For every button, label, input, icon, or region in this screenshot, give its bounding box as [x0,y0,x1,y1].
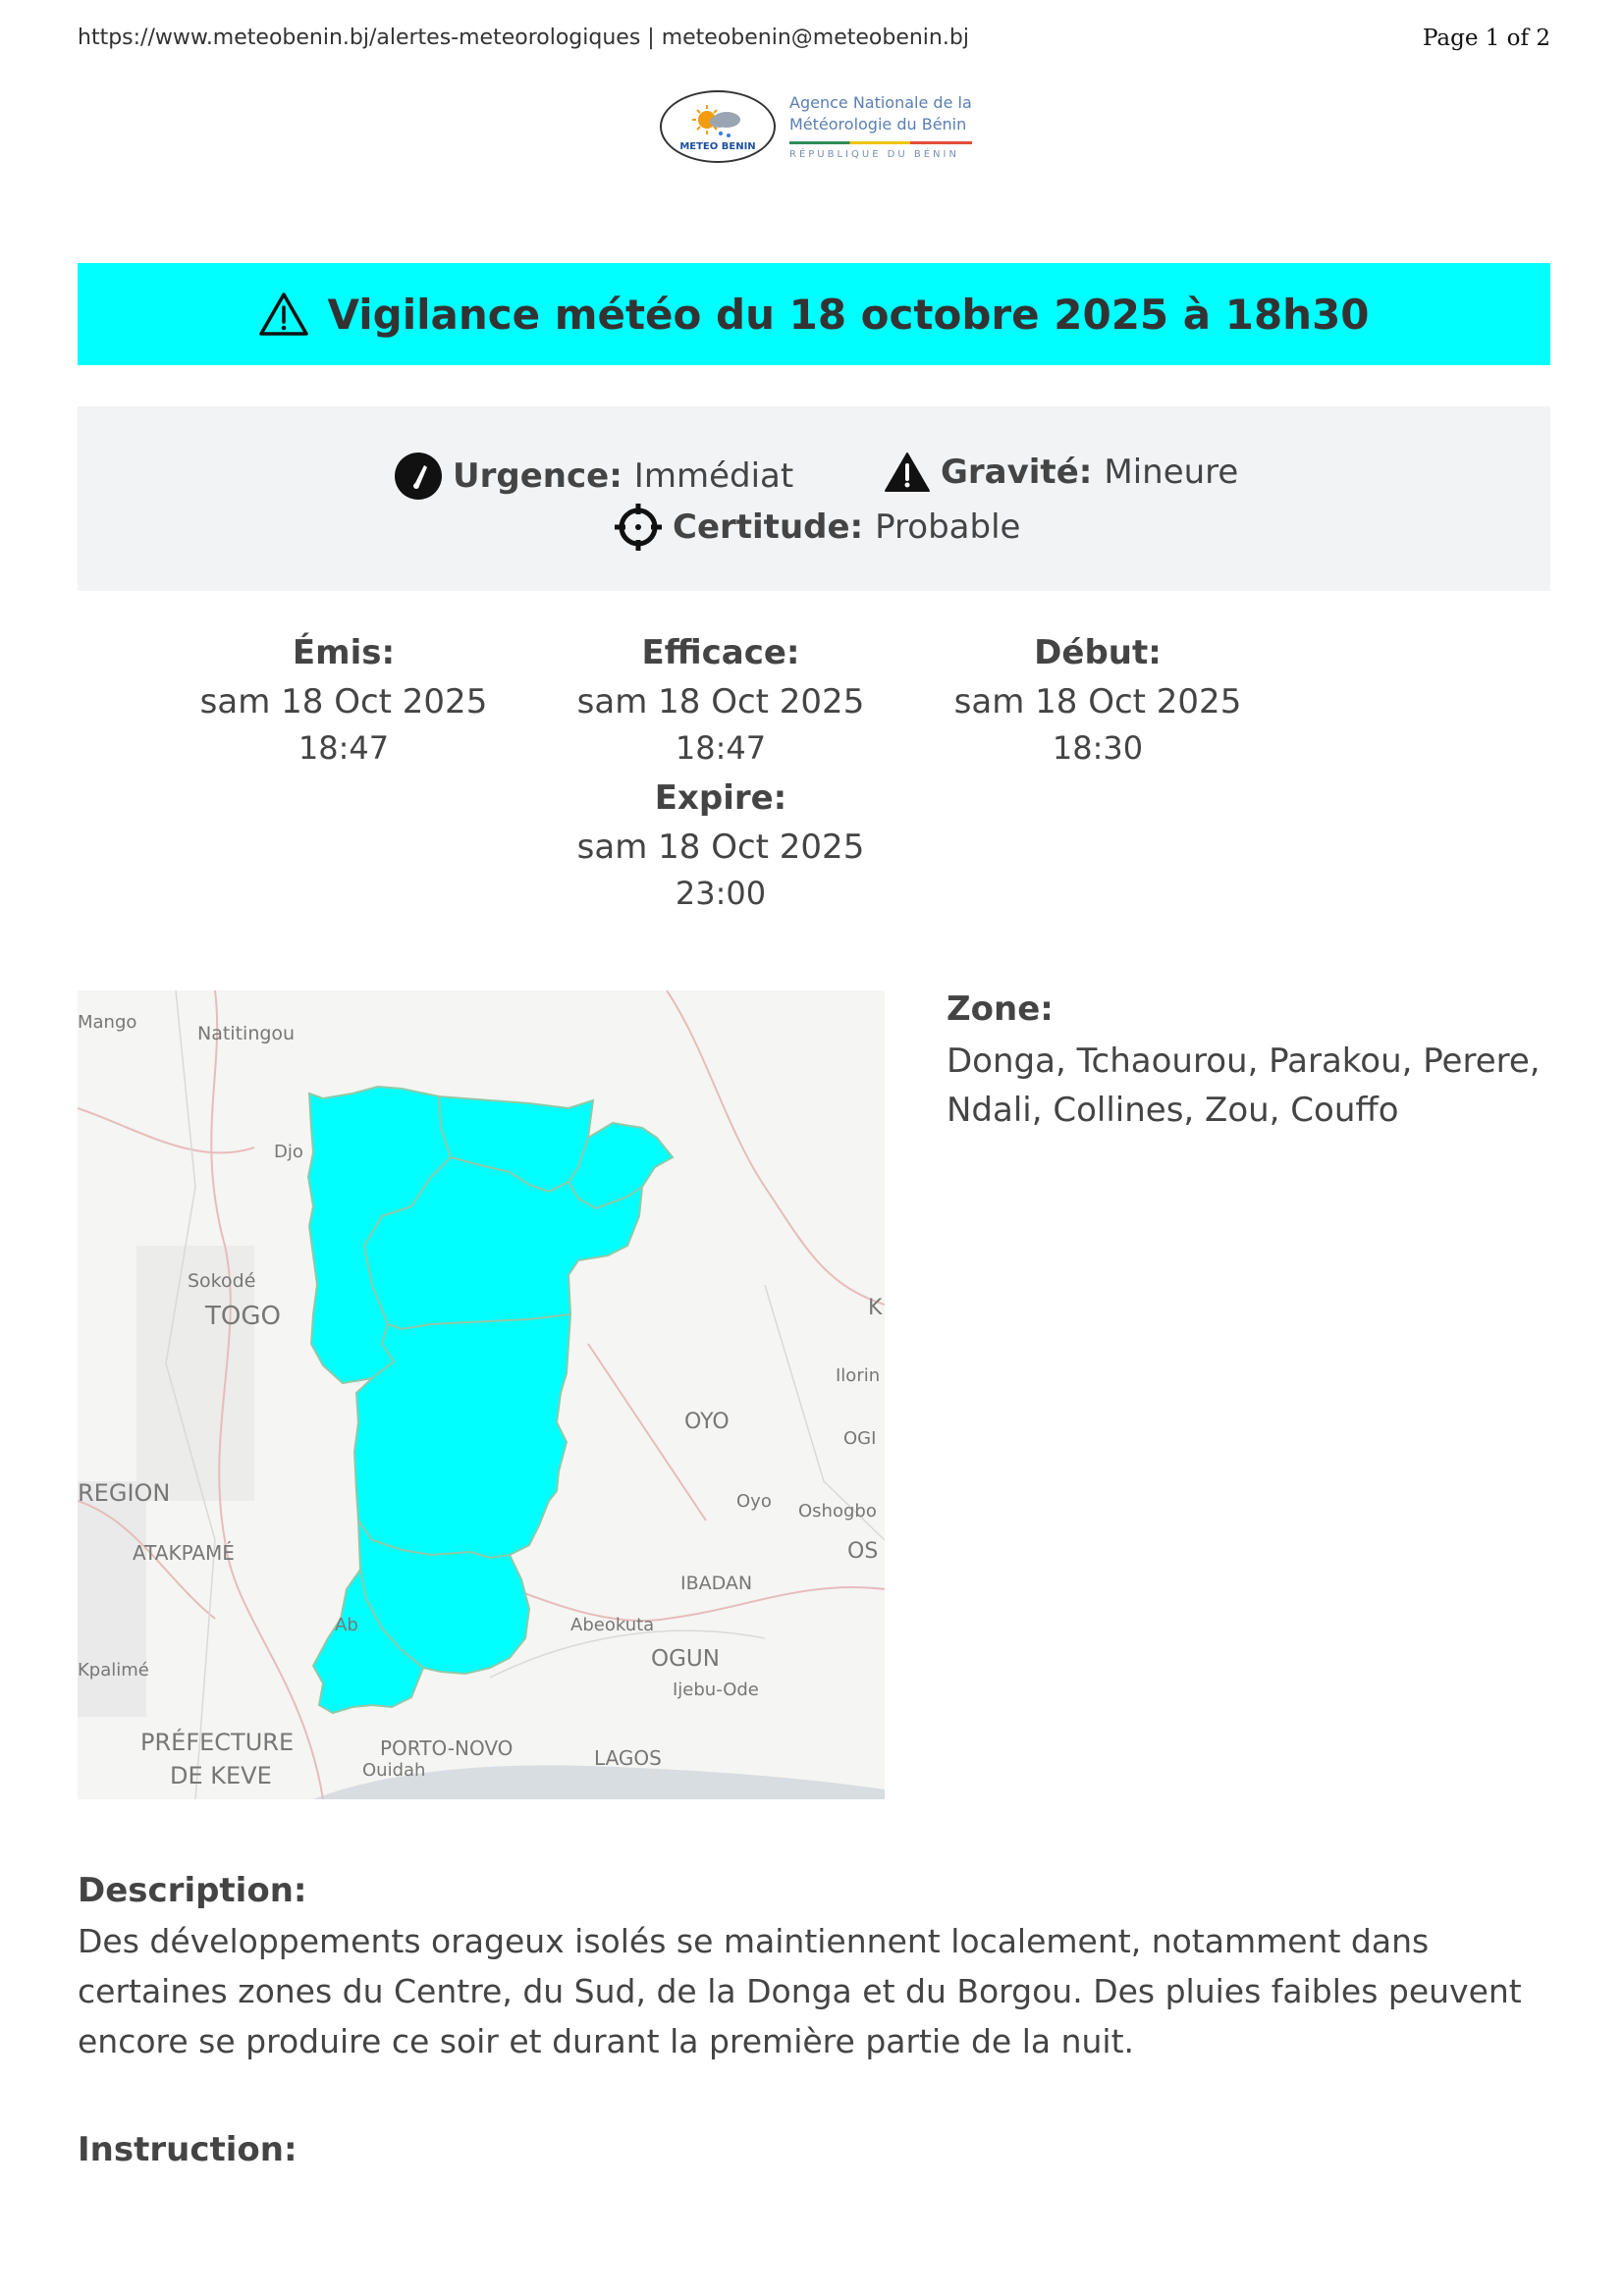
map-label-lagos: LAGOS [594,1746,662,1770]
logo-agency-line-2: Météorologie du Bénin [789,115,967,133]
description-text: Des développements orageux isolés se maintiennent localement, notamment dans certaines zones du Centre, du Sud, de la Donga et du Borgou. Des pluies faibles peuvent encore se produire ce soir et durant la première partie de la nuit. [78,1922,1522,2060]
map-label-region: REGION [78,1479,171,1507]
date-debut [921,633,1274,767]
map-label-oyo-state: OYO [684,1410,730,1434]
logo-agency-name [789,92,972,135]
date-debut-label: Début: [1034,633,1162,672]
date-emis [167,633,520,767]
date-emis-label: Émis: [292,633,396,672]
map-label-ogi: OGI [843,1428,877,1449]
urgence-value: Immédiat [633,456,794,496]
map-label-kpalime: Kpalimé [78,1660,149,1681]
page-header [78,26,1550,55]
map-label-abeokuta: Abeokuta [570,1615,655,1635]
map-label-ogun: OGUN [651,1646,720,1672]
warning-triangle-icon [258,292,309,337]
alert-status-box [78,406,1550,591]
gravite-value: Mineure [1104,453,1239,492]
map-label-porto-novo: PORTO-NOVO [380,1736,514,1760]
map-label-ouidah: Ouidah [362,1760,426,1781]
crosshair-icon [614,503,663,552]
map-label-mango: Mango [78,1012,137,1033]
map-label-togo: TOGO [205,1302,281,1331]
date-expire-label: Expire: [654,778,787,818]
alert-banner [78,263,1550,365]
page-number: Page 1 of 2 [1422,26,1550,51]
logo-agency-line-1: Agence Nationale de la [789,93,972,112]
date-debut-date: sam 18 Oct 2025 [953,682,1242,721]
gauge-icon [394,452,443,501]
logo-subtitle: RÉPUBLIQUE DU BÉNIN [789,149,959,160]
header-url[interactable]: https://www.meteobenin.bj/alertes-meteorologiques [78,26,641,50]
map-label-ibadan: IBADAN [680,1573,753,1594]
description-section [78,1871,1570,2066]
map-label-ab: Ab [335,1615,358,1635]
date-expire-date: sam 18 Oct 2025 [576,828,865,867]
certitude-label: Certitude: [673,507,864,547]
map-label-de-keve: DE KEVE [170,1762,272,1789]
date-efficace-label: Efficace: [641,633,800,672]
logo-divider [789,141,972,144]
map-label-oyo: Oyo [736,1491,772,1512]
header-contact: https://www.meteobenin.bj/alertes-meteorologiques | meteobenin@meteobenin.bj [78,26,969,50]
date-emis-date: sam 18 Oct 2025 [199,682,488,721]
logo-emblem [660,90,776,163]
zone-section [947,989,1555,1135]
map-label-djo: Djo [274,1142,303,1162]
zone-label: Zone: [947,989,1054,1029]
map-label-os: OS [847,1539,879,1564]
map-label-natitingou: Natitingou [197,1023,296,1044]
map-label-sokode: Sokodé [188,1270,256,1292]
zone-value: Donga, Tchaourou, Parakou, Perere, Ndali, Collines, Zou, Couffo [947,1041,1541,1130]
date-efficace-time: 18:47 [675,729,767,767]
certitude-field [614,503,1020,552]
terrain-patch [78,1481,146,1717]
map-canvas [78,990,885,1799]
urgence-label: Urgence: [453,456,623,496]
agency-logo [660,90,974,167]
date-debut-time: 18:30 [1052,729,1144,767]
map-label-ilorin: Ilorin [836,1365,881,1386]
date-expire [544,778,897,912]
logo-brand: METEO BENIN [679,141,756,152]
urgence-field [394,452,793,501]
zone-collines [354,1314,570,1558]
warning-icon [884,452,931,493]
gravite-field [884,452,1238,493]
date-expire-time: 23:00 [675,875,767,912]
sun-cloud-icon [662,92,778,165]
description-label: Description: [78,1871,307,1910]
header-email[interactable]: meteobenin@meteobenin.bj [661,26,969,50]
map-label-oshogbo: Oshogbo [798,1501,877,1522]
map-label-k: K [868,1296,883,1320]
date-efficace-date: sam 18 Oct 2025 [576,682,865,721]
map-label-prefecture: PRÉFECTURE [140,1729,295,1756]
alert-zone-map [78,990,885,1799]
gravite-label: Gravité: [941,453,1093,492]
date-efficace [544,633,897,767]
alert-title: Vigilance météo du 18 octobre 2025 à 18h30 [327,290,1370,339]
map-label-ijebu: Ijebu-Ode [673,1680,759,1700]
certitude-value: Probable [875,507,1021,547]
date-emis-time: 18:47 [298,729,390,767]
map-label-atakpame: ATAKPAMÉ [133,1541,235,1565]
instruction-label: Instruction: [78,2130,298,2169]
